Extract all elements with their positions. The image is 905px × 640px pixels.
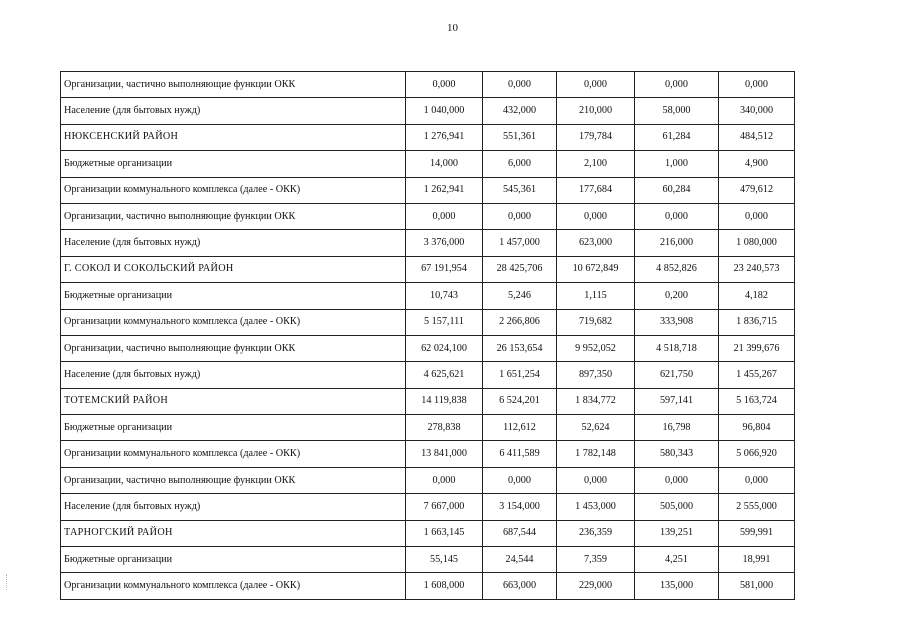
value-cell-col-1: 14 119,838: [406, 388, 483, 414]
value-cell-col-1: 1 040,000: [406, 98, 483, 124]
value-cell-col-1: 5 157,111: [406, 309, 483, 335]
category-name-cell: Бюджетные организации: [61, 415, 406, 441]
table-row: [61, 547, 795, 573]
category-name-cell: Бюджетные организации: [61, 283, 406, 309]
value-cell-col-4: 0,200: [635, 283, 719, 309]
table-row: [61, 151, 795, 177]
value-cell-col-4: 4,251: [635, 547, 719, 573]
category-name-cell: Население (для бытовых нужд): [61, 98, 406, 124]
value-cell-col-1: 67 191,954: [406, 256, 483, 282]
value-cell-col-4: 621,750: [635, 362, 719, 388]
value-cell-col-1: 1 663,145: [406, 520, 483, 546]
value-cell-col-2: 0,000: [483, 467, 557, 493]
value-cell-col-5: 0,000: [719, 467, 795, 493]
category-name-cell: Организации, частично выполняющие функции ОКК: [61, 335, 406, 361]
value-cell-col-4: 216,000: [635, 230, 719, 256]
value-cell-col-4: 0,000: [635, 72, 719, 98]
value-cell-col-3: 2,100: [557, 151, 635, 177]
value-cell-col-1: 55,145: [406, 547, 483, 573]
value-cell-col-3: 177,684: [557, 177, 635, 203]
value-cell-col-1: 4 625,621: [406, 362, 483, 388]
value-cell-col-3: 10 672,849: [557, 256, 635, 282]
value-cell-col-4: 0,000: [635, 467, 719, 493]
table-row: [61, 230, 795, 256]
category-name-cell: Бюджетные организации: [61, 151, 406, 177]
value-cell-col-3: 210,000: [557, 98, 635, 124]
value-cell-col-2: 24,544: [483, 547, 557, 573]
table-row: [61, 177, 795, 203]
value-cell-col-3: 623,000: [557, 230, 635, 256]
table-row: [61, 467, 795, 493]
value-cell-col-5: 599,991: [719, 520, 795, 546]
value-cell-col-2: 6 524,201: [483, 388, 557, 414]
table-row-district: [61, 388, 795, 414]
table-row: [61, 335, 795, 361]
table-row: [61, 203, 795, 229]
value-cell-col-2: 26 153,654: [483, 335, 557, 361]
category-name-cell: Организации коммунального комплекса (далее - ОКК): [61, 309, 406, 335]
value-cell-col-4: 58,000: [635, 98, 719, 124]
category-name-cell: Население (для бытовых нужд): [61, 230, 406, 256]
value-cell-col-3: 897,350: [557, 362, 635, 388]
category-name-cell: Население (для бытовых нужд): [61, 494, 406, 520]
value-cell-col-1: 0,000: [406, 467, 483, 493]
value-cell-col-4: 60,284: [635, 177, 719, 203]
value-cell-col-1: 62 024,100: [406, 335, 483, 361]
value-cell-col-2: 1 457,000: [483, 230, 557, 256]
value-cell-col-1: 0,000: [406, 72, 483, 98]
table-row-district: [61, 520, 795, 546]
value-cell-col-4: 4 518,718: [635, 335, 719, 361]
category-name-cell: Организации коммунального комплекса (далее - ОКК): [61, 441, 406, 467]
value-cell-col-2: 687,544: [483, 520, 557, 546]
value-cell-col-2: 0,000: [483, 203, 557, 229]
value-cell-col-3: 0,000: [557, 203, 635, 229]
table-row: [61, 494, 795, 520]
category-name-cell: Организации, частично выполняющие функции ОКК: [61, 203, 406, 229]
value-cell-col-3: 0,000: [557, 467, 635, 493]
category-name-cell: Население (для бытовых нужд): [61, 362, 406, 388]
table-row: [61, 362, 795, 388]
value-cell-col-1: 13 841,000: [406, 441, 483, 467]
table-row: [61, 415, 795, 441]
value-cell-col-3: 1 834,772: [557, 388, 635, 414]
table-row: [61, 72, 795, 98]
value-cell-col-5: 581,000: [719, 573, 795, 599]
value-cell-col-4: 1,000: [635, 151, 719, 177]
value-cell-col-3: 719,682: [557, 309, 635, 335]
value-cell-col-5: 484,512: [719, 124, 795, 150]
value-cell-col-5: 5 066,920: [719, 441, 795, 467]
scan-edge-mark: [6, 574, 10, 590]
value-cell-col-5: 0,000: [719, 72, 795, 98]
value-cell-col-2: 112,612: [483, 415, 557, 441]
table-body: [61, 72, 795, 600]
table-row: [61, 573, 795, 599]
value-cell-col-2: 5,246: [483, 283, 557, 309]
value-cell-col-1: 0,000: [406, 203, 483, 229]
value-cell-col-3: 1,115: [557, 283, 635, 309]
district-name-cell: НЮКСЕНСКИЙ РАЙОН: [61, 124, 406, 150]
value-cell-col-4: 597,141: [635, 388, 719, 414]
district-name-cell: ТОТЕМСКИЙ РАЙОН: [61, 388, 406, 414]
value-cell-col-3: 1 453,000: [557, 494, 635, 520]
value-cell-col-2: 1 651,254: [483, 362, 557, 388]
value-cell-col-2: 432,000: [483, 98, 557, 124]
value-cell-col-5: 21 399,676: [719, 335, 795, 361]
value-cell-col-2: 663,000: [483, 573, 557, 599]
value-cell-col-4: 4 852,826: [635, 256, 719, 282]
page-number: 10: [447, 22, 458, 34]
value-cell-col-2: 0,000: [483, 72, 557, 98]
value-cell-col-4: 580,343: [635, 441, 719, 467]
value-cell-col-4: 505,000: [635, 494, 719, 520]
value-cell-col-3: 179,784: [557, 124, 635, 150]
value-cell-col-1: 7 667,000: [406, 494, 483, 520]
value-cell-col-1: 1 276,941: [406, 124, 483, 150]
value-cell-col-4: 61,284: [635, 124, 719, 150]
value-cell-col-3: 7,359: [557, 547, 635, 573]
value-cell-col-1: 10,743: [406, 283, 483, 309]
category-name-cell: Организации, частично выполняющие функции ОКК: [61, 467, 406, 493]
value-cell-col-4: 135,000: [635, 573, 719, 599]
value-cell-col-3: 0,000: [557, 72, 635, 98]
value-cell-col-5: 479,612: [719, 177, 795, 203]
table-row: [61, 283, 795, 309]
value-cell-col-1: 3 376,000: [406, 230, 483, 256]
value-cell-col-5: 4,900: [719, 151, 795, 177]
data-table: [60, 71, 795, 600]
value-cell-col-2: 28 425,706: [483, 256, 557, 282]
value-cell-col-5: 2 555,000: [719, 494, 795, 520]
value-cell-col-2: 2 266,806: [483, 309, 557, 335]
value-cell-col-2: 6 411,589: [483, 441, 557, 467]
value-cell-col-2: 3 154,000: [483, 494, 557, 520]
value-cell-col-5: 340,000: [719, 98, 795, 124]
category-name-cell: Организации коммунального комплекса (далее - ОКК): [61, 177, 406, 203]
value-cell-col-2: 551,361: [483, 124, 557, 150]
value-cell-col-3: 236,359: [557, 520, 635, 546]
category-name-cell: Организации, частично выполняющие функции ОКК: [61, 72, 406, 98]
district-name-cell: ТАРНОГСКИЙ РАЙОН: [61, 520, 406, 546]
table-row: [61, 98, 795, 124]
value-cell-col-4: 16,798: [635, 415, 719, 441]
value-cell-col-5: 0,000: [719, 203, 795, 229]
value-cell-col-1: 14,000: [406, 151, 483, 177]
value-cell-col-1: 278,838: [406, 415, 483, 441]
table-row: [61, 441, 795, 467]
value-cell-col-1: 1 262,941: [406, 177, 483, 203]
value-cell-col-1: 1 608,000: [406, 573, 483, 599]
value-cell-col-2: 545,361: [483, 177, 557, 203]
district-name-cell: Г. СОКОЛ И СОКОЛЬСКИЙ РАЙОН: [61, 256, 406, 282]
value-cell-col-2: 6,000: [483, 151, 557, 177]
value-cell-col-5: 96,804: [719, 415, 795, 441]
value-cell-col-3: 52,624: [557, 415, 635, 441]
value-cell-col-4: 139,251: [635, 520, 719, 546]
value-cell-col-5: 1 080,000: [719, 230, 795, 256]
value-cell-col-5: 23 240,573: [719, 256, 795, 282]
value-cell-col-5: 18,991: [719, 547, 795, 573]
table-row: [61, 309, 795, 335]
value-cell-col-3: 1 782,148: [557, 441, 635, 467]
value-cell-col-3: 229,000: [557, 573, 635, 599]
value-cell-col-4: 0,000: [635, 203, 719, 229]
table-row-district: [61, 124, 795, 150]
value-cell-col-3: 9 952,052: [557, 335, 635, 361]
category-name-cell: Бюджетные организации: [61, 547, 406, 573]
value-cell-col-5: 4,182: [719, 283, 795, 309]
value-cell-col-4: 333,908: [635, 309, 719, 335]
value-cell-col-5: 5 163,724: [719, 388, 795, 414]
category-name-cell: Организации коммунального комплекса (далее - ОКК): [61, 573, 406, 599]
table-row-district: [61, 256, 795, 282]
value-cell-col-5: 1 455,267: [719, 362, 795, 388]
value-cell-col-5: 1 836,715: [719, 309, 795, 335]
